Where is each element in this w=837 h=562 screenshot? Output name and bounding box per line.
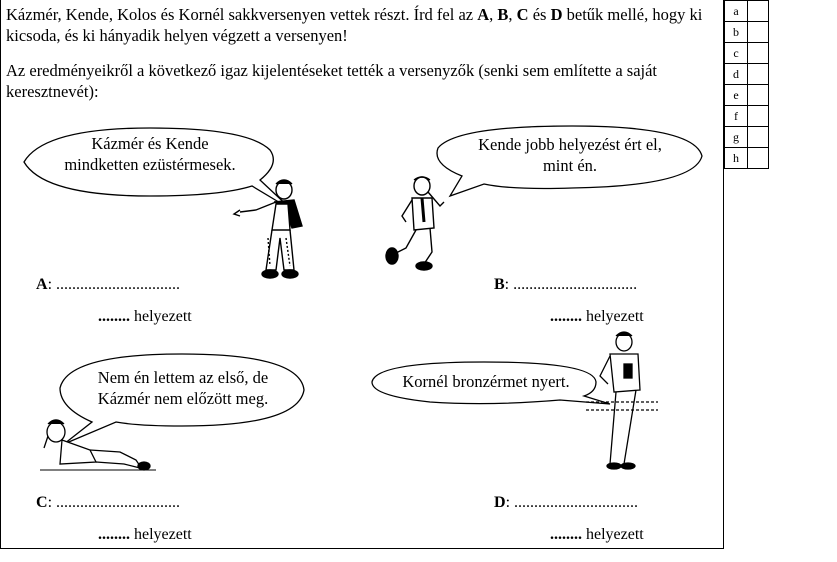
answer-line-a[interactable]: A: ...............................	[36, 276, 181, 293]
grid-row-label: f	[725, 106, 748, 127]
bubble-c-line2: Kázmér nem előzött meg.	[97, 389, 269, 408]
grid-score-cell[interactable]	[748, 1, 769, 22]
bubble-a-line1: Kázmér és Kende	[91, 134, 209, 153]
person-a-illustration	[232, 178, 312, 282]
grid-score-cell[interactable]	[748, 22, 769, 43]
grid-row-label: d	[725, 64, 748, 85]
scoring-grid	[724, 0, 769, 169]
grid-score-cell[interactable]	[748, 64, 769, 85]
placement-line-c[interactable]: ........ helyezett	[98, 526, 192, 543]
answer-line-d[interactable]: D: ...............................	[494, 494, 639, 511]
grid-row	[725, 64, 769, 85]
bubble-b-line1: Kende jobb helyezést ért el,	[478, 135, 662, 154]
grid-row-label: h	[725, 148, 748, 169]
grid-row	[725, 1, 769, 22]
person-d-illustration	[586, 330, 658, 470]
grid-row-label: b	[725, 22, 748, 43]
speech-bubble-d	[370, 358, 602, 408]
letter-a: A	[477, 5, 490, 24]
grid-row	[725, 127, 769, 148]
grid-row-label: c	[725, 43, 748, 64]
speech-bubble-b	[432, 124, 706, 194]
answer-line-c[interactable]: C: ...............................	[36, 494, 181, 511]
answer-line-b[interactable]: B: ...............................	[494, 276, 638, 293]
bubble-b-line2: mint én.	[542, 156, 598, 175]
grid-row-label: e	[725, 85, 748, 106]
placement-line-b[interactable]: ........ helyezett	[550, 308, 644, 325]
grid-score-cell[interactable]	[748, 43, 769, 64]
placement-line-d[interactable]: ........ helyezett	[550, 526, 644, 543]
grid-score-cell[interactable]	[748, 127, 769, 148]
grid-row	[725, 43, 769, 64]
bubble-d-line1: Kornél bronzérmet nyert.	[402, 372, 570, 391]
grid-row-label: a	[725, 1, 748, 22]
person-c-illustration	[40, 414, 156, 474]
placement-line-a[interactable]: ........ helyezett	[98, 308, 192, 325]
bubble-a-line2: mindketten ezüstérmesek.	[64, 155, 236, 174]
grid-score-cell[interactable]	[748, 148, 769, 169]
task-statements-intro: Az eredményeikről a következő igaz kijelentéseket tették a versenyzők (senki sem említette a saját keresztnevét):	[6, 61, 658, 101]
grid-row	[725, 22, 769, 43]
grid-score-cell[interactable]	[748, 106, 769, 127]
letter-d: D	[550, 5, 563, 24]
task-instruction: Kázmér, Kende, Kolos és Kornél sakkversenyen vettek részt. Írd fel az A, B, C és D betűk mellé, hogy ki kicsoda, és ki hányadik helyen végzett a versenyen!	[6, 5, 703, 45]
letter-b: B	[497, 5, 509, 24]
letter-c: C	[516, 5, 529, 24]
grid-row	[725, 85, 769, 106]
grid-row	[725, 148, 769, 169]
grid-score-cell[interactable]	[748, 85, 769, 106]
person-b-illustration	[384, 172, 456, 276]
grid-row	[725, 106, 769, 127]
bubble-c-line1: Nem én lettem az első, de	[97, 368, 269, 387]
grid-row-label: g	[725, 127, 748, 148]
